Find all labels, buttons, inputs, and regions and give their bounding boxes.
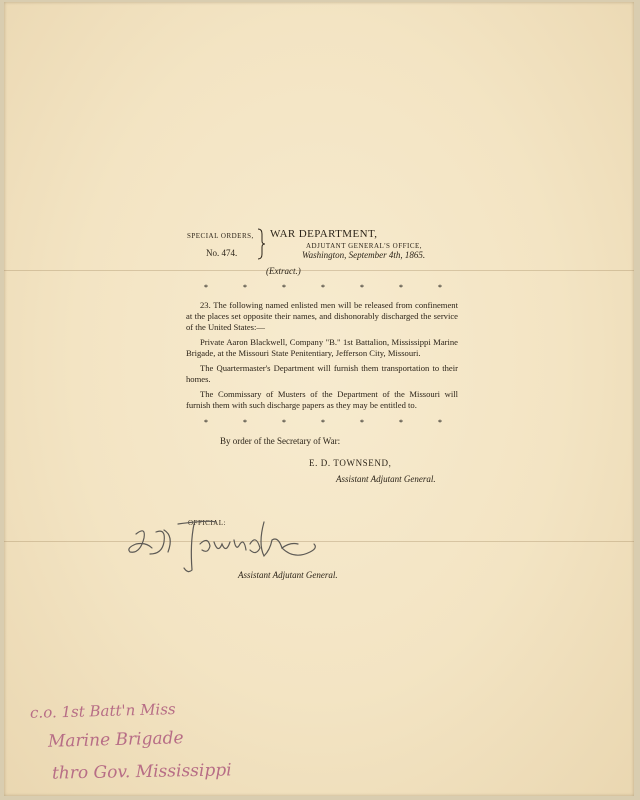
official-title: Assistant Adjutant General. xyxy=(238,570,338,580)
private-entry: Private Aaron Blackwell, Company "B." 1st Battalion, Mississippi Marine Brigade, at the Missouri State Penitentiary, Jefferson City, Missouri. xyxy=(186,337,458,358)
brace-icon xyxy=(256,228,266,260)
star: * xyxy=(399,283,403,292)
office-name: ADJUTANT GENERAL'S OFFICE, xyxy=(306,242,423,250)
order-body xyxy=(186,300,458,411)
commissary-paragraph: The Commissary of Musters of the Department of the Missouri will furnish them with such discharge papers as they may be entitled to. xyxy=(186,389,458,410)
official-label: OFFICIAL: xyxy=(188,519,226,527)
star: * xyxy=(321,418,325,427)
star: * xyxy=(438,283,442,292)
star: * xyxy=(321,283,325,292)
star: * xyxy=(204,418,208,427)
place-date: Washington, September 4th, 1865. xyxy=(302,250,426,260)
star: * xyxy=(399,418,403,427)
star: * xyxy=(204,283,208,292)
fold-line-horizontal xyxy=(4,270,634,271)
star: * xyxy=(243,418,247,427)
extract-label: (Extract.) xyxy=(266,266,301,276)
special-orders-label: SPECIAL ORDERS, xyxy=(187,232,254,240)
paragraph-23: 23. The following named enlisted men will be released from confinement at the places set opposite their names, and dishonorably discharged the service of the United States:— xyxy=(186,300,458,332)
star: * xyxy=(243,283,247,292)
annotation-line-1: c.o. 1st Batt'n Miss xyxy=(29,700,176,722)
signer-title: Assistant Adjutant General. xyxy=(336,474,436,484)
star: * xyxy=(438,418,442,427)
star: * xyxy=(360,283,364,292)
signer-name: E. D. TOWNSEND, xyxy=(309,458,392,468)
star: * xyxy=(282,418,286,427)
star: * xyxy=(282,283,286,292)
star: * xyxy=(360,418,364,427)
signature-townsend xyxy=(122,514,322,576)
quartermaster-paragraph: The Quartermaster's Department will furnish them transportation to their homes. xyxy=(186,363,458,384)
by-order-line: By order of the Secretary of War: xyxy=(220,436,341,446)
document-page xyxy=(4,2,634,796)
order-number: No. 474. xyxy=(206,248,238,258)
department-title: WAR DEPARTMENT, xyxy=(270,228,378,240)
annotation-line-3: thro Gov. Mississippi xyxy=(51,760,232,784)
annotation-line-2: Marine Brigade xyxy=(47,728,184,752)
